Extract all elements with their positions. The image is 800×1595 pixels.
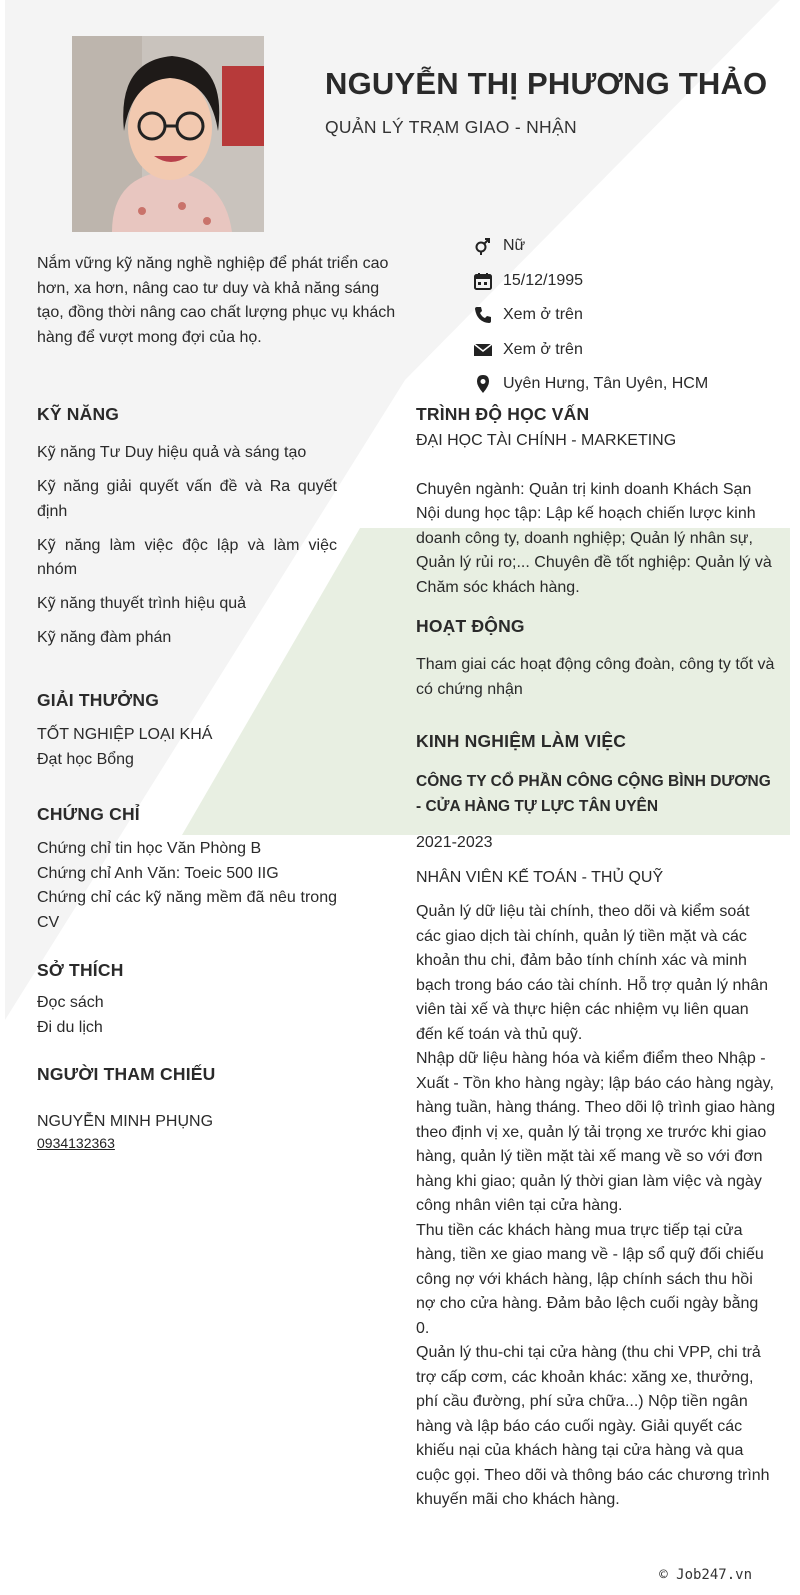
email-value: Xem ở trên <box>503 340 583 358</box>
experience-period: 2021-2023 <box>416 834 493 851</box>
birthday-row <box>472 264 792 299</box>
experience-position: NHÂN VIÊN KẾ TOÁN - THỦ QUỸ <box>416 868 664 886</box>
contact-info <box>472 229 792 402</box>
hobby-item: Đọc sách <box>37 994 104 1011</box>
education-section <box>416 404 776 600</box>
certificate-item: Chứng chỉ Anh Văn: Toeic 500 IIG <box>37 864 279 882</box>
skills-section <box>37 404 337 660</box>
phone-icon <box>472 304 494 326</box>
reference-name: NGUYỄN MINH PHỤNG <box>37 1113 214 1130</box>
award-item: Đạt học Bổng <box>37 750 134 768</box>
certificate-item: Chứng chỉ các kỹ năng mềm đã nêu trong CV <box>37 889 337 931</box>
experience-company: CÔNG TY CỔ PHẦN CÔNG CỘNG BÌNH DƯƠNG - CỬA HÀNG TỰ LỰC TÂN UYÊN <box>416 773 771 815</box>
hobby-item: Đi du lịch <box>37 1018 103 1036</box>
address-value: Uyên Hưng, Tân Uyên, HCM <box>503 375 709 393</box>
activities-section <box>416 616 776 702</box>
reference-phone-link[interactable]: 0934132363 <box>37 1134 115 1151</box>
experience-section <box>416 731 776 1513</box>
hobbies-section <box>37 960 337 1040</box>
education-title: TRÌNH ĐỘ HỌC VẤN <box>416 404 590 424</box>
education-content: Nội dung học tập: Lập kế hoạch chiến lược kinh doanh công ty, doanh nghiệp; Quản lý nhân sự, Quản lý rủi ro;... Chuyên đề tốt nghiệp: Quản lý và Chăm sóc khách hàng. <box>416 505 772 596</box>
skills-title: KỸ NĂNG <box>37 404 120 424</box>
gender-icon <box>472 235 494 257</box>
address-row <box>472 367 792 402</box>
reference-title: NGƯỜI THAM CHIẾU <box>37 1064 216 1084</box>
hobbies-title: SỞ THÍCH <box>37 960 124 980</box>
gender-row <box>472 229 792 264</box>
calendar-icon <box>472 270 494 292</box>
footer-copyright: © Job247.vn <box>659 1567 752 1583</box>
certificates-title: CHỨNG CHỈ <box>37 804 140 824</box>
certificate-item: Chứng chỉ tin học Văn Phòng B <box>37 840 262 857</box>
experience-duties <box>416 900 776 1513</box>
email-row <box>472 333 792 368</box>
skill-item: Kỹ năng đàm phán <box>37 629 172 646</box>
skill-item: Kỹ năng Tư Duy hiệu quả và sáng tạo <box>37 444 307 461</box>
birthday-value: 15/12/1995 <box>503 271 584 289</box>
award-item: TỐT NGHIỆP LOẠI KHÁ <box>37 726 213 743</box>
experience-title: KINH NGHIỆM LÀM VIỆC <box>416 731 627 751</box>
skill-item: Kỹ năng làm việc độc lập và làm việc nhóm <box>37 536 337 578</box>
profile-photo <box>72 36 264 232</box>
education-major: Chuyên ngành: Quản trị kinh doanh Khách Sạn <box>416 480 752 498</box>
duty-item: Thu tiền các khách hàng mua trực tiếp tại cửa hàng, tiền xe giao mang về - lập sổ quỹ đối chiếu công nợ với khách hàng, lập chính sách thu hồi nợ cho cửa hàng. Đảm bảo lệch cuối ngày bằng 0. <box>416 1221 764 1337</box>
skill-item: Kỹ năng thuyết trình hiệu quả <box>37 595 247 612</box>
skills-list <box>37 441 337 651</box>
location-pin-icon <box>472 373 494 395</box>
career-objective: Nắm vững kỹ năng nghề nghiệp để phát triển cao hơn, xa hơn, nâng cao tư duy và khả năng sáng tạo, đồng thời nâng cao chất lượng phục vụ khách hàng để vượt mong đợi của họ. <box>37 255 396 346</box>
activities-text: Tham giai các hoạt động công đoàn, công ty tốt và có chứng nhận <box>416 656 775 698</box>
hobbies-list <box>37 991 337 1040</box>
phone-row <box>472 298 792 333</box>
awards-section <box>37 690 337 772</box>
certificates-list <box>37 837 337 935</box>
reference-section <box>37 1064 337 1151</box>
candidate-name: NGUYỄN THỊ PHƯƠNG THẢO <box>325 66 768 101</box>
envelope-icon <box>472 339 494 361</box>
job-title: QUẢN LÝ TRẠM GIAO - NHẬN <box>325 117 577 137</box>
duty-item: Nhập dữ liệu hàng hóa và kiểm điểm theo Nhập - Xuất - Tồn kho hàng ngày; lập báo cáo hàng ngày, hàng tuần, hàng tháng. Theo dõi lộ trình giao hàng theo định vị xe, quản lý tải trọng xe trước khi giao hàng, quản lý tiền mặt tài xế mang về so với đơn hàng khi giao; quản lý thời gian làm việc và ngày công nhân viên tại cửa hàng. <box>416 1050 776 1214</box>
awards-list <box>37 723 337 772</box>
gender-value: Nữ <box>503 237 526 255</box>
duty-item: Quản lý thu-chi tại cửa hàng (thu chi VPP, chi trả trợ cấp cơm, các khoản khác: xăng xe, thưởng, phí cầu đường, phí sửa chữa...) Nộp tiền ngân hàng và lập báo cáo cuối ngày. Giải quyết các khiếu nại của khách hàng tại cửa hàng và qua cuộc gọi. Theo dõi và thông báo các chương trình khuyến mãi cho khách hàng. <box>416 1344 770 1508</box>
awards-title: GIẢI THƯỞNG <box>37 690 160 710</box>
skill-item: Kỹ năng giải quyết vấn đề và Ra quyết định <box>37 478 337 520</box>
education-school: ĐẠI HỌC TÀI CHÍNH - MARKETING <box>416 432 677 449</box>
certificates-section <box>37 804 337 935</box>
phone-value: Xem ở trên <box>503 306 583 324</box>
activities-title: HOẠT ĐỘNG <box>416 616 525 636</box>
duty-item: Quản lý dữ liệu tài chính, theo dõi và kiểm soát các giao dịch tài chính, quản lý tiền mặt và các khoản thu chi, đảm bảo tính chính xác và minh bạch trong báo cáo tài chính. Hỗ trợ quản lý nhân viên tài xế và thực hiện các nhiệm vụ liên quan đến kế toán và thủ quỹ. <box>416 903 769 1043</box>
